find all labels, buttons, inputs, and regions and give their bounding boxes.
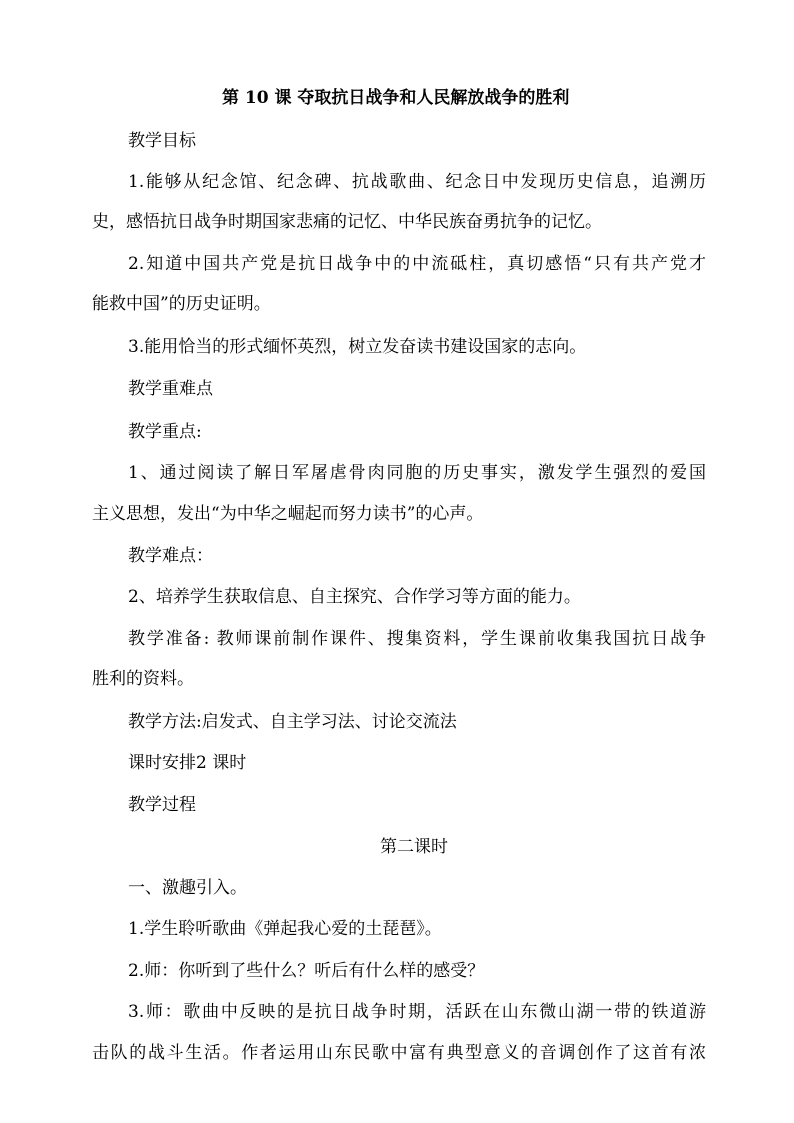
- paragraph-line: 主义思想，发出“为中华之崛起而努力读书”的心声。: [92, 504, 484, 524]
- document-title: 第 10 课 夺取抗日战争和人民解放战争的胜利: [222, 88, 570, 108]
- paragraph-line: 击队的战斗生活。作者运用山东民歌中富有典型意义的音调创作了这首有浓: [92, 1043, 706, 1063]
- paragraph-line: 3.师：歌曲中反映的是抗日战争时期，活跃在山东微山湖一带的铁道游: [128, 1002, 706, 1022]
- paragraph-line: 胜利的资料。: [92, 669, 194, 689]
- paragraph-line: 3.能用恰当的形式缅怀英烈，树立发奋读书建设国家的志向。: [128, 337, 587, 357]
- paragraph-line: 教学方法:启发式、自主学习法、讨论交流法: [128, 712, 457, 732]
- paragraph-line: 2.师：你听到了些什么？听后有什么样的感受？: [128, 961, 485, 981]
- subheading-difficulties: 教学难点：: [128, 546, 213, 566]
- paragraph-line: 能救中国”的历史证明。: [92, 294, 271, 314]
- paragraph-line: 一、激趣引入。: [128, 878, 247, 898]
- paragraph-line: 1、通过阅读了解日军屠虐骨肉同胞的历史事实，激发学生强烈的爱国: [128, 463, 706, 483]
- paragraph-line: 课时安排2 课时: [128, 753, 247, 773]
- section-heading-process: 教学过程: [128, 795, 196, 815]
- subheading-key-points: 教学重点:: [128, 422, 202, 442]
- paragraph-line: 教学准备: 教师课前制作课件、搜集资料，学生课前收集我国抗日战争: [128, 629, 706, 649]
- paragraph-line: 1.能够从纪念馆、纪念碑、抗战歌曲、纪念日中发现历史信息，追溯历: [128, 172, 706, 192]
- paragraph-line: 史，感悟抗日战争时期国家悲痛的记忆、中华民族奋勇抗争的记忆。: [92, 212, 602, 232]
- paragraph-line: 1.学生聆听歌曲《弹起我心爱的土琵琶》。: [128, 919, 442, 939]
- section-heading-objectives: 教学目标: [128, 131, 196, 151]
- paragraph-line: 2.知道中国共产党是抗日战争中的中流砥柱，真切感悟“只有共产党才: [128, 254, 706, 274]
- section-heading-key-difficulties: 教学重难点: [128, 379, 213, 399]
- paragraph-line: 2、培养学生获取信息、自主探究、合作学习等方面的能力。: [128, 587, 581, 607]
- subheading-second-lesson: 第二课时: [380, 837, 448, 857]
